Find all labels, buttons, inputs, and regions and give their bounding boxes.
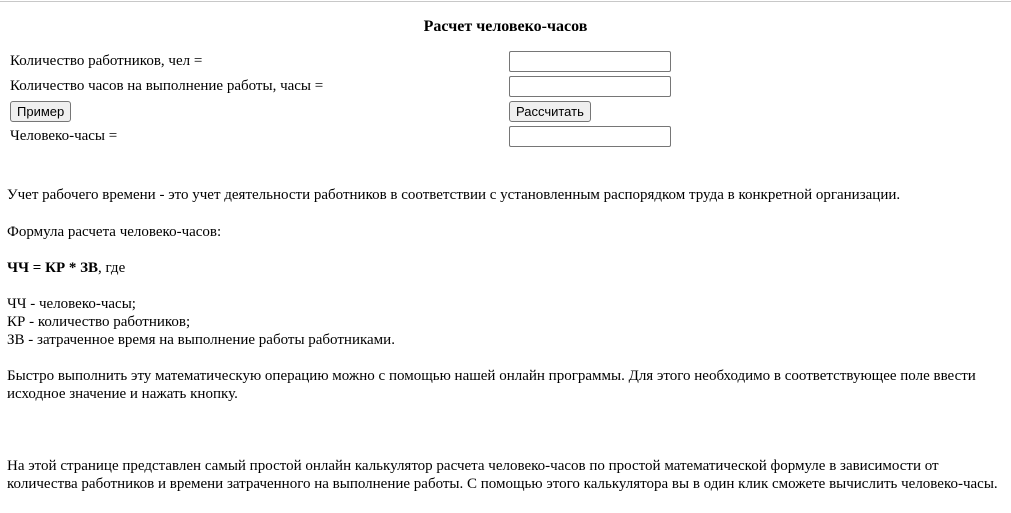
hours-label: Количество часов на выполнение работы, часы = xyxy=(10,78,324,94)
formula-heading: Формула расчета человеко-часов: xyxy=(7,224,222,240)
workers-label: Количество работников, чел = xyxy=(10,53,203,69)
intro-paragraph: Учет рабочего времени - это учет деятельности работников в соответствии с установленным распорядком труда в конкретной организации. xyxy=(7,187,901,203)
legend-item: ЗВ - затраченное время на выполнение работы работниками. xyxy=(7,332,395,348)
formula-suffix: , где xyxy=(98,260,126,276)
legend-item: КР - количество работников; xyxy=(7,314,191,330)
result-input[interactable] xyxy=(509,126,671,147)
calculate-button[interactable]: Рассчитать xyxy=(509,101,591,122)
example-button[interactable]: Пример xyxy=(10,101,71,122)
top-divider xyxy=(0,1,1011,2)
workers-input[interactable] xyxy=(509,51,671,72)
legend-item: ЧЧ - человеко-часы; xyxy=(7,296,136,312)
formula-line xyxy=(7,259,1007,277)
hours-input[interactable] xyxy=(509,76,671,97)
calculator-title: Расчет человеко-часов xyxy=(423,18,588,35)
instruction-paragraph: Быстро выполнить эту математическую операцию можно с помощью нашей онлайн программы. Для этого необходимо в соответствующее поле ввести исходное значение и нажать кнопку. xyxy=(7,368,976,402)
summary-paragraph: На этой странице представлен самый простой онлайн калькулятор расчета человеко-часов по простой математической формуле в зависимости от количества работников и времени затраченного на выполнение работы. С помощью этого калькулятора вы в один клик сможете вычислить человеко-часы. xyxy=(7,458,998,492)
formula-legend xyxy=(7,295,1007,349)
result-label: Человеко-часы = xyxy=(10,128,118,144)
formula-text: ЧЧ = КР * ЗВ xyxy=(7,260,99,276)
